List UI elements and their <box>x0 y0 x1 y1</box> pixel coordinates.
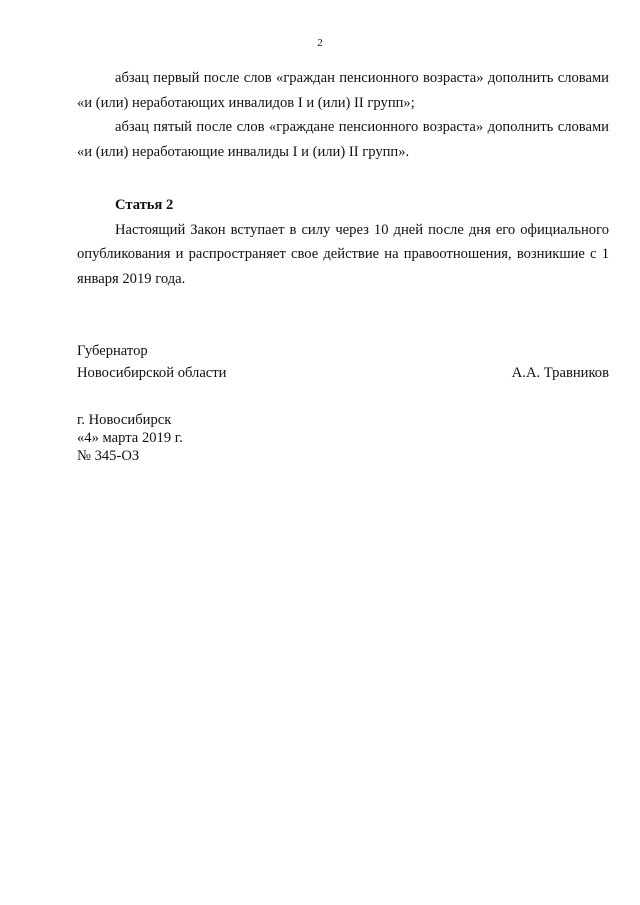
signatory-title-line2: Новосибирской области <box>77 365 227 381</box>
amendment-paragraphs <box>77 66 609 164</box>
article-2-section <box>77 193 609 291</box>
paragraph-amendment-2: абзац пятый после слов «граждане пенсионного возраста» дополнить словами «и (или) неработающие инвалиды I и (или) II групп». <box>77 119 609 160</box>
document-footer <box>77 411 377 465</box>
signature-block <box>77 340 609 384</box>
document-date: «4» марта 2019 г. <box>77 430 183 446</box>
signatory-name: А.А. Травников <box>511 365 609 381</box>
signature-row <box>77 362 609 384</box>
city: г. Новосибирск <box>77 412 172 428</box>
paragraph-amendment-1: абзац первый после слов «граждан пенсионного возраста» дополнить словами «и (или) неработающих инвалидов I и (или) II групп»; <box>77 70 609 111</box>
signatory-title-line1: Губернатор <box>77 343 148 359</box>
document-number: № 345-ОЗ <box>77 448 140 464</box>
article-heading: Статья 2 <box>115 197 174 213</box>
article-text: Настоящий Закон вступает в силу через 10 дней после дня его официального опубликования и распространяет свое действие на правоотношения, возникшие с 1 января 2019 года. <box>77 221 609 287</box>
page-number: 2 <box>317 37 323 49</box>
